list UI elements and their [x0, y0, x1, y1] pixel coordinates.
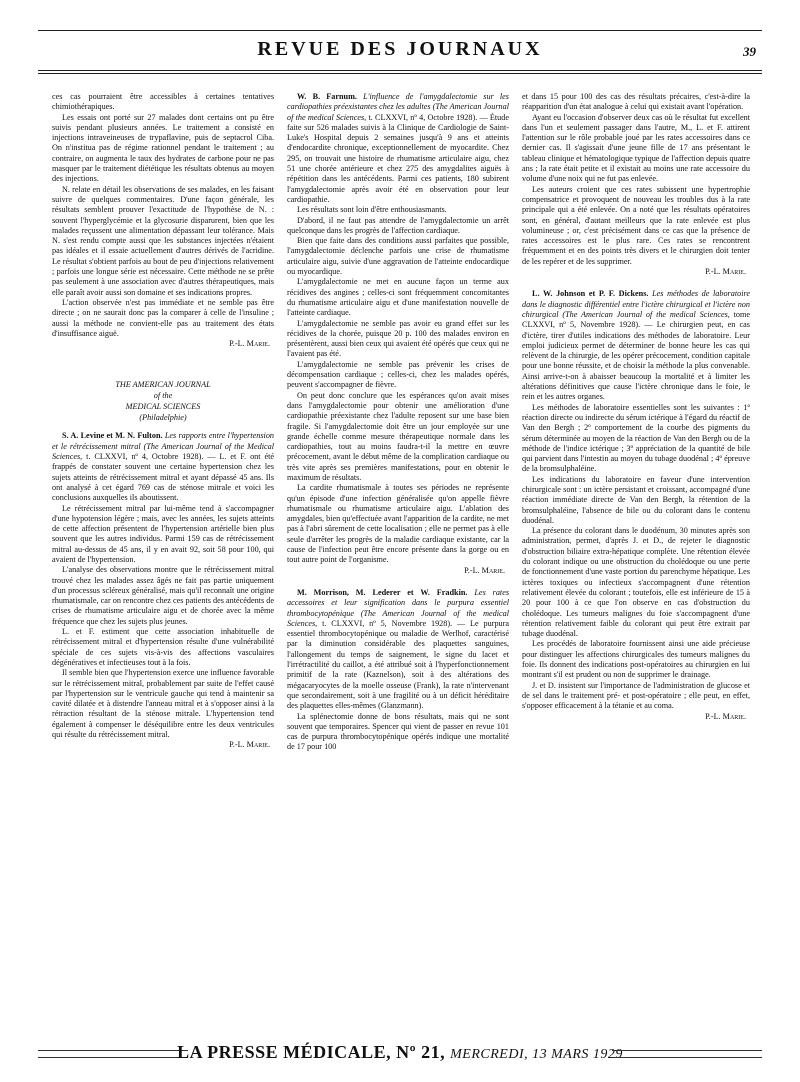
column-3	[522, 92, 750, 1052]
page-header	[38, 30, 762, 78]
paragraph: et dans 15 pour 100 des cas des résultats précaires, c'est-à-dire la réapparition d'un état analogue à celui qui existait avant l'opération.	[522, 92, 750, 112]
footer-journal: LA PRESSE MÉDICALE, Nº 21,	[177, 1042, 446, 1062]
article-separator	[287, 576, 509, 588]
footer-ornament-right	[612, 1050, 762, 1058]
paragraph: La présence du colorant dans le duodénum, 30 minutes après son administration, permet, d'après J. et D., de rejeter le diagnostic d'obstruction biliaire extra-hépatique complète. Une rétention élevée du colorant indique ou une obstruction du cholédoque ou une perte de fonctionnement d'une vaste portion du parenchyme hépatique. Les ictères toxiques ou infectieux s'accompagnent d'une rétention relativement élevée du colorant ; toutefois, elle est inférieure de 15 à 20 pour 100 à ce que l'on observe en cas d'obstruction du cholédoque. Les tumeurs malignes du foie s'accompagnent d'une rétention relativement faible du colorant qui peut être extrait par tubage duodénal.	[522, 526, 750, 639]
paragraph: Ayant eu l'occasion d'observer deux cas où le résultat fut excellent dans l'un et seulement passager dans l'autre, M., L. et F. attirent l'attention sur le rôle probable joué par les rates accessoires dans ce dernier cas. Il s'agissait d'une jeune fille de 17 ans présentant le tableau clinique et hématologique typique de l'affection depuis quatre ans ; la rate était petite et il existait au moins une rate accessoire du volume d'une noix qui ne fut pas enlevée.	[522, 112, 750, 184]
article-title: L'influence de l'amygdalectomie sur les cardiopathies préexistantes chez les adultes (The American Journal of the medical Sciences,	[287, 92, 509, 122]
paragraph: L'analyse des observations montre que le rétrécissement mitral trouvé chez les malades assez âgés ne fait pas partie uniquement d'un processus scléreux généralisé, mais qu'il reconnaît une origine rhumatismale, car on rencontre chez ces patients des antécédents de crises de rhumatisme articulaire aigu et de chorée avec la même fréquence que chez les sujets plus jeunes.	[52, 565, 274, 626]
paragraph: Les procédés de laboratoire fournissent ainsi une aide précieuse pour distinguer les affections chirurgicales des tumeurs malignes du foie. Ils donnent des indications post-opératoires au chirurgien en lui montrant s'il est prudent ou non de supprimer le drainage.	[522, 639, 750, 680]
paragraph: Les méthodes de laboratoire essentielles sont les suivantes : 1º réaction directe ou indirecte du sérum ictérique à l'égard du réactif de Van den Bergh ; 2º comportement de la courbe des pigments du sérum déterminée au moyen de la réaction de Van den Bergh ou de la méthode de l'indice ictérique ; 3º appréciation de la quantité de bile qui parvient dans l'intestin au moyen du tubage duodénal ; 4º épreuve de la bromsulphaléine.	[522, 402, 750, 474]
paragraph: L. et F. estiment que cette association inhabituelle de rétrécissement mitral et d'hypertension résulte d'une vulnérabilité spéciale de ces sujets vis-à-vis des affections vasculaires dégénératives et infectieuses tout à la fois.	[52, 627, 274, 667]
article-authors: L. W. Johnson et P. F. Dickens.	[532, 289, 649, 299]
column-1	[52, 92, 274, 1052]
paragraph: Bien que faite dans des conditions aussi parfaites que possible, l'amygdalectomie déclenche parfois une crise de rhumatisme articulaire aigu, suivie d'une aggravation de l'atteinte endocardique ou myocardique.	[287, 236, 509, 277]
paragraph: On peut donc conclure que les espérances qu'on avait mises dans l'amygdalectomie pour obtenir une amélioration d'une cardiopathie préexistante chez l'adulte reposent sur une base bien fragile. Si l'amygdalectomie doit être un jour employée sur une grande échelle comme mesure thérapeutique normale dans les cardiopathies, tout au moins faudra-t-il la mettre en œuvre précocement, avant le début même de la complication cardiaque ou très vite après ses premières manifestations, pour en obtenir le maximum de résultats.	[287, 390, 509, 482]
signature: P.-L. Marie.	[464, 565, 505, 575]
paragraph: La splénectomie donne de bons résultats, mais qui ne sont souvent que temporaires. Spencer qui vient de passer en revue 101 cas de purpura thrombocytopénique opérés indique une mortalité de 17 pour 100	[287, 711, 509, 752]
paragraph: ces cas pourraient être accessibles à certaines tentatives chimiothérapiques.	[52, 92, 274, 112]
journal-heading	[52, 379, 274, 423]
article-abstract	[287, 588, 509, 712]
signature: P.-L. Marie.	[705, 711, 746, 721]
article-separator	[522, 277, 750, 289]
article-reference: t. CLXXVI, nº 5, Novembre 1928). — Le purpura essentiel thrombocytopénique ou maladie de Werlhof, caractérisé par la diminution considérable des plaquettes sanguines, l'allongement du temps de saignement, le signe du lacet et l'irrétractilité du caillot, a été attribué soit à l'hyperfonctionnement primitif de la rate (Kaznelson), soit à des altérations des mégacaryocytes de la moelle osseuse (Frank), la rate n'intervenant que secondairement, soit à une fragilité ou à un déficit héréditaire des plaquettes elles-mêmes (Glanzmann).	[287, 618, 509, 711]
running-title: REVUE DES JOURNAUX	[257, 38, 543, 60]
article-authors: W. B. Farnum.	[297, 92, 357, 101]
footer-date: MERCREDI, 13 MARS 1929	[450, 1047, 623, 1062]
article-title: Les méthodes de laboratoire dans le diagnostic différentiel entre l'ictère chirurgical et l'ictère non chirurgical (The American Journal of the medical Sciences,	[522, 289, 750, 319]
article-abstract	[522, 289, 750, 402]
article-authors: M. Morrison, M. Lederer et W. Fradkin.	[297, 587, 468, 597]
journal-heading-line: THE AMERICAN JOURNAL	[115, 380, 211, 390]
paragraph: N. relate en détail les observations de ses malades, en les faisant suivre de quelques commentaires. D'une façon générale, les résultats semblent prouver l'exactitude de l'hypothèse de N. : souvent l'hyperglycémie et la glycosurie disparurent, bien que les malades reçussent une alimentation dépassant leur tolérance. Mais N. s'est rendu compte aussi que les substances injectées n'étaient pas idéales et il essaie actuellement d'autres dérivés de l'acridine. Le résultat s'obtient parfois au bout de peu d'injections relativement ; parfois une longue série est nécessaire. Cette méthode ne se prête pas seulement à une association avec d'autres thérapeutiques, mais elle paraît avoir aussi son domaine et ses indications propres.	[52, 184, 274, 297]
header-top-rule	[38, 30, 762, 31]
article-reference: t. CLXXVI, nº 4, Octobre 1928). — Étude faite sur 526 malades suivis à la Clinique de Cardiologie de Saint-Luke's Hospital depuis 2 semaines jusqu'à 9 ans et atteints d'endocardite chronique, exceptionnellement de myocardite. Chez 295, on trouvait une histoire de rhumatisme articulaire aigu, chez 51 une chorée antérieure et chez 275 des amygdalites aiguës à répétition dans les antécédents. Parmi ces patients, 180 subirent l'amygdalectomie après avoir été en observation pour leur cardiopathie.	[287, 112, 509, 204]
article-reference: t. CLXXVI, nº 4, Octobre 1928). — L. et F. ont été frappés de constater souvent une certaine hypertension chez les sujets atteints de rétrécissement mitral et ayant dépassé 45 ans. Ils ont analysé à cet égard 769 cas de sténose mitrale et voici les conclusions auxquelles ils aboutissent.	[52, 452, 274, 503]
article-abstract	[287, 92, 509, 205]
paragraph: D'abord, il ne faut pas attendre de l'amygdalectomie un arrêt quelconque dans les progrès de l'affection cardiaque.	[287, 215, 509, 235]
article-authors: S. A. Levine et M. N. Fulton.	[62, 431, 163, 441]
journal-heading-line: MEDICAL SCIENCES	[125, 402, 201, 412]
paragraph: Les indications du laboratoire en faveur d'une intervention chirurgicale sont : un ictère persistant et croissant, accompagné d'une réaction immédiate directe de Van den Bergh, la rétention de la bromsulphaléine, l'absence de bile ou du colorant dans le contenu duodénal.	[522, 474, 750, 525]
paragraph: L'amygdalectomie ne semble pas prévenir les crises de décompensation cardiaque ; celles-ci, chez les malades opérés, peuvent s'accompagner de fièvre.	[287, 359, 509, 390]
paragraph: L'amygdalectomie ne met en aucune façon un terme aux récidives des angines ; celles-ci sont fréquemment concomitantes du rhumatisme articulaire aigu et d'une manifestation nouvelle de l'atteinte cardiaque.	[287, 277, 509, 318]
journal-heading-line: (Philadelphie)	[139, 413, 187, 423]
column-2	[287, 92, 509, 1052]
paragraph: J. et D. insistent sur l'importance de l'administration de glucose et de sel dans le traitement pré- et post-opératoire ; elle peut, en effet, s'opposer efficacement à la tétanie et au coma.	[522, 680, 750, 711]
signature: P.-L. Marie.	[229, 339, 270, 349]
article-abstract	[52, 431, 274, 503]
paragraph: Le rétrécissement mitral par lui-même tend à s'accompagner d'une hypotension légère ; mais, avec les années, les sujets atteints de cette affection présentent de l'hypertension artérielle bien plus souvent que les autres individus. Parmi 159 cas de rétrécissement mitral au-dessus de 45 ans, il y en avait 92, soit 58 pour 100, qui avaient de l'hypertension.	[52, 503, 274, 564]
paragraph: Les essais ont porté sur 27 malades dont certains ont pu être suivis pendant plusieurs années. Le traitement a consisté en injections intraveineuses de trypaflavine, puis de septacrol Ciba. On n'institua pas de régime rationnel pendant le traitement ; au contraire, on augmenta le taux des hydrates de carbone pour ne pas masquer par le traitement diététique les résultats obtenus au moyen des injections.	[52, 112, 274, 184]
page-number: 39	[743, 44, 756, 59]
page-footer	[38, 1040, 762, 1066]
paragraph: L'action observée n'est pas immédiate et ne semble pas être directe ; on ne saurait donc pas la comparer à celle de l'insuline ; aussi la méthode ne convient-elle pas au traitement des états d'insuffisance aiguë.	[52, 297, 274, 338]
signature: P.-L. Marie.	[705, 267, 746, 277]
article-title: Les rates accessoires et leur signification dans le purpura essentiel thrombocytopénique (The American Journal of the medical Sciences,	[287, 587, 509, 628]
paragraph: Il semble bien que l'hypertension exerce une influence favorable sur le rétrécissement mitral, probablement par suite de l'effet causé par l'hypertension sur le ventricule gauche qui tend à maintenir sa cavité dilatée et à distendre l'anneau mitral et à s'opposer ainsi à la rétraction résultant de la sténose mitrale. L'hypertension tend également à compenser le déséquilibre entre les deux ventricules qui résulte du rétrécissement mitral.	[52, 668, 274, 740]
paragraph: Les résultats sont loin d'être enthousiasmants.	[297, 205, 447, 215]
paragraph: L'amygdalectomie ne semble pas avoir eu grand effet sur les récidives de la chorée, puisque 20 p. 100 des malades environ en présentèrent, aussi bien ceux qui avaient été opérés que ceux qui ne l'avaient pas été.	[287, 318, 509, 359]
signature: P.-L. Marie.	[229, 740, 270, 750]
header-bottom-rule	[38, 70, 762, 71]
article-reference: tome CLXXVI, nº 5, Novembre 1928). — Le chirurgien peut, en cas d'ictère, tirer d'utiles indications des méthodes de laboratoire. Leur emploi judicieux permet de déterminer de bonne heure les cas qui relèvent de la chirurgie, de les opérer précocement, condition capitale pour une bonne réussite, et de choisir la méthode la plus convenable. Ainsi arrive-t-on à abaisser beaucoup la mortalité et à limiter les altérations définitives que cause l'ictère chronique dans le foie, le rein et les autres organes.	[522, 309, 750, 402]
paragraph: Les auteurs croient que ces rates subissent une hypertrophie compensatrice et provoquent de nouveau les troubles dus à la rate principale qui a été enlevée. On a noté que les résultats opératoires sont, en général, d'autant meilleurs que la rate enlevée est plus volumineuse ; or, c'est précisément dans ce cas que la présence de rates accessoires est le plus rare. Ces rates se rencontrent fréquemment et en des points très divers et le chirurgien doit tenter de les repérer et de les supprimer.	[522, 184, 750, 266]
paragraph: La cardite rhumatismale à toutes ses périodes ne représente qu'un épisode d'une infection généralisée qu'on appelle fièvre rhumatismale ou rhumatisme articulaire aigu. L'ablation des amygdales, bien qu'effectuée avant l'apparition de la cardite, ne met pas à l'abri sûrement de cette localisation ; elle ne permet pas à elle seule d'arrêter les progrès de la maladie cardiaque existante, car la cause de l'infection peut être encore présente dans la gorge ou en tout autre point de l'organisme.	[287, 483, 509, 565]
article-title: Les rapports entre l'hypertension et le rétrécissement mitral (The American Journal of the Medical Sciences,	[52, 431, 274, 462]
journal-heading-line: of the	[153, 391, 173, 401]
header-bottom-rule-2	[38, 73, 762, 74]
